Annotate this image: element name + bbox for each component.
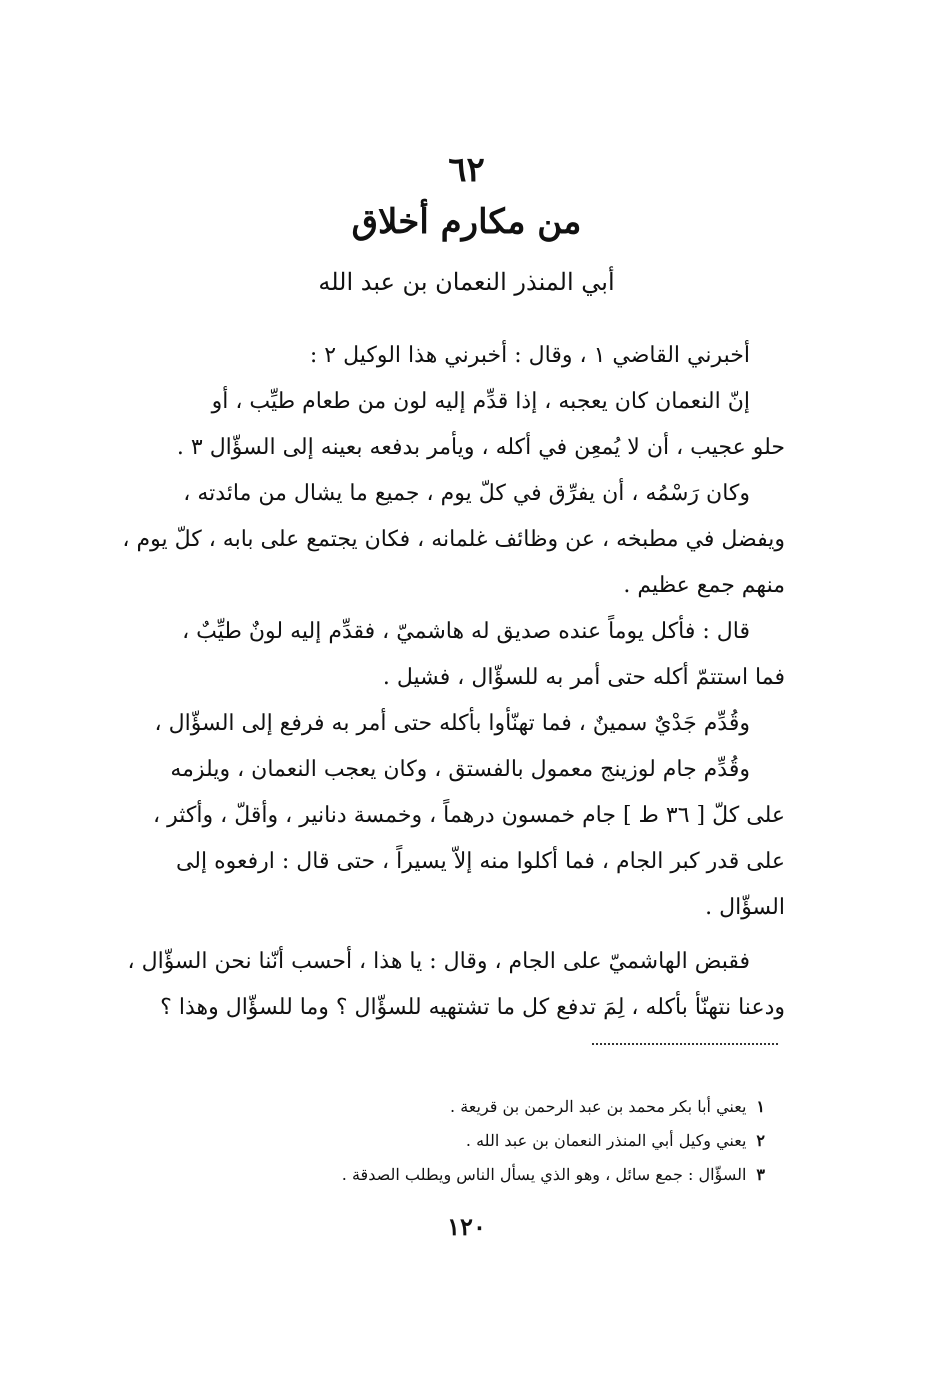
body-line: وقُدِّم جام لوزينج معمول بالفستق ، وكان يعجب النعمان ، ويلزمه: [170, 757, 750, 782]
footnotes: [260, 1090, 765, 1192]
footnote: [260, 1158, 765, 1192]
page-number: ١٢٠: [447, 1212, 486, 1241]
footnote: [260, 1090, 765, 1124]
body-line: منهم جمع عظيم .: [623, 573, 785, 598]
body-line: وكان رَسْمُه ، أن يفرِّق في كلّ يوم ، جميع ما يشال من مائدته ،: [183, 481, 750, 506]
body-line: فما استتمّ أكله حتى أمر به للسؤّال ، فشيل .: [382, 665, 785, 690]
body-text: [95, 333, 785, 1031]
footnote-number: ٣: [756, 1165, 765, 1184]
body-line: إنّ النعمان كان يعجبه ، إذا قدِّم إليه لون من طعام طيِّب ، أو: [211, 389, 750, 414]
footnote-text: يعني وكيل أبي المنذر النعمان بن عبد الله .: [465, 1131, 747, 1150]
chapter-subtitle: أبي المنذر النعمان بن عبد الله: [318, 268, 615, 296]
footnote-separator: [592, 1043, 778, 1045]
body-line: ويفضل في مطبخه ، عن وظائف غلمانه ، فكان يجتمع على بابه ، كلّ يوم ،: [122, 527, 785, 552]
footnote-number: ١: [756, 1097, 765, 1116]
body-line: حلو عجيب ، أن لا يُمعِن في أكله ، ويأمر بدفعه بعينه إلى السؤّال ٣ .: [176, 435, 785, 460]
chapter-title: من مكارم أخلاق: [351, 202, 582, 242]
footnote: [260, 1124, 765, 1158]
body-line: على كلّ [ ٣٦ ط ] جام خمسون درهماً ، وخمسة دنانير ، وأقلّ ، وأكثر ،: [153, 803, 785, 828]
body-line: ودعنا نتهنّأ بأكله ، لِمَ تدفع كل ما تشتهيه للسؤّال ؟ وما للسؤّال وهذا ؟: [160, 995, 785, 1020]
body-line: فقبض الهاشميّ على الجام ، وقال : يا هذا ، أحسب أنّنا نحن السؤّال ،: [127, 949, 750, 974]
body-line: قال : فأكل يوماً عنده صديق له هاشميّ ، فقدِّم إليه لونٌ طيِّبٌ ،: [182, 619, 750, 644]
footnote-number: ٢: [756, 1131, 765, 1150]
body-line: على قدر كبر الجام ، فما أكلوا منه إلاّ يسيراً ، حتى قال : ارفعوه إلى: [175, 849, 785, 874]
footnote-text: يعني أبا بكر محمد بن عبد الرحمن بن قريعة .: [450, 1097, 747, 1116]
body-line: أخبرني القاضي ١ ، وقال : أخبرني هذا الوكيل ٢ :: [309, 343, 750, 368]
body-line: وقُدِّم جَدْيٌ سمينٌ ، فما تهنّأوا بأكله حتى أمر به فرفع إلى السؤّال ،: [154, 711, 750, 736]
body-line: السؤّال .: [705, 895, 785, 920]
chapter-number: ٦٢: [448, 150, 485, 190]
footnote-text: السؤّال : جمع سائل ، وهو الذي يسأل الناس ويطلب الصدقة .: [341, 1165, 747, 1184]
